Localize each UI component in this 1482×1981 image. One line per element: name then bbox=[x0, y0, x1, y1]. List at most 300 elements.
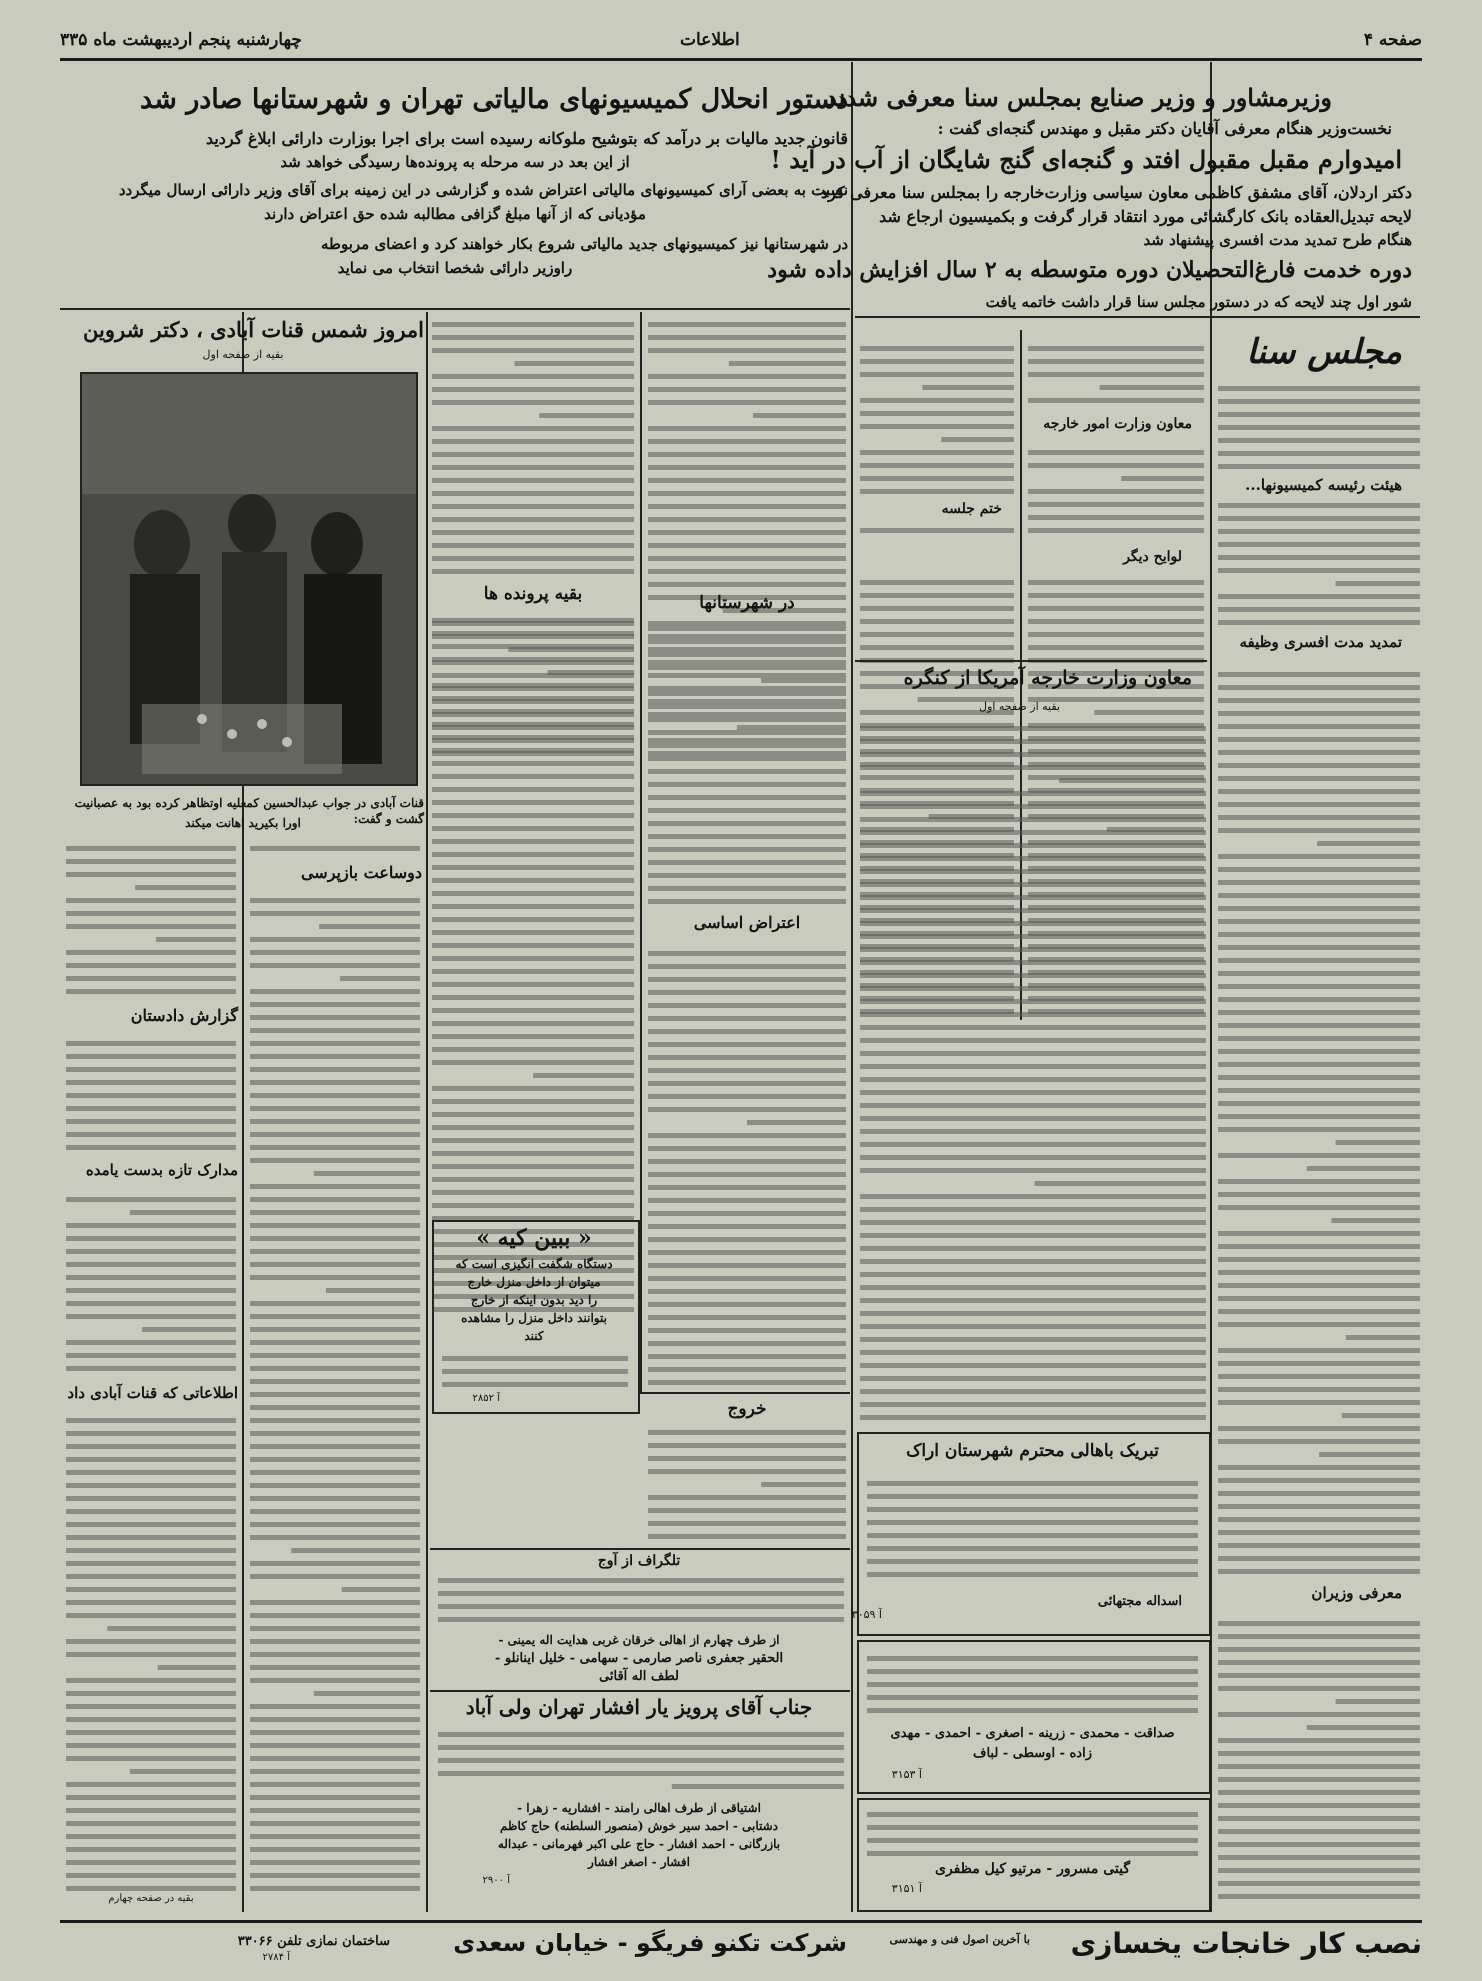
text-line bbox=[648, 1430, 846, 1435]
text-line bbox=[1218, 1075, 1420, 1080]
text-line bbox=[1336, 581, 1420, 586]
text-line bbox=[648, 582, 846, 587]
text-line bbox=[1218, 1634, 1420, 1639]
text-line bbox=[867, 1559, 1198, 1564]
text-line bbox=[860, 359, 1014, 364]
footer-ad-main: نصب کار خانجات یخسازی bbox=[1070, 1927, 1422, 1960]
text-line bbox=[66, 898, 236, 903]
text-line bbox=[922, 385, 1014, 390]
left-sec-provinces: در شهرستانها bbox=[699, 593, 795, 613]
text-line bbox=[66, 911, 236, 916]
text-line bbox=[66, 1600, 236, 1605]
text-line bbox=[66, 1470, 236, 1475]
text-line bbox=[860, 934, 1206, 939]
text-line bbox=[648, 1211, 846, 1216]
right-subhead-2: امیدوارم مقبل مقبول افتد و گنجه‌ای گنج شایگان از آب در آید ! bbox=[770, 145, 1402, 174]
text-line bbox=[648, 530, 846, 535]
text-line bbox=[860, 739, 1206, 744]
text-line bbox=[1218, 711, 1420, 716]
text-line bbox=[250, 1600, 420, 1605]
text-line bbox=[867, 1572, 1198, 1577]
text-line bbox=[1218, 867, 1420, 872]
text-line bbox=[1218, 1348, 1420, 1353]
text-line bbox=[648, 452, 846, 457]
text-line bbox=[442, 1382, 628, 1387]
text-line bbox=[66, 1587, 236, 1592]
text-line bbox=[1218, 1686, 1420, 1691]
text-line bbox=[250, 1639, 420, 1644]
text-line bbox=[860, 791, 1206, 796]
text-line bbox=[539, 413, 634, 418]
text-line bbox=[314, 1171, 420, 1176]
text-line bbox=[648, 1289, 846, 1294]
text-line bbox=[860, 1103, 1206, 1108]
paper-name: اطلاعات bbox=[680, 30, 740, 50]
text-line bbox=[867, 1695, 1198, 1700]
text-line bbox=[66, 1080, 236, 1085]
text-line bbox=[860, 1207, 1206, 1212]
page-number: صفحه ۴ bbox=[1363, 30, 1422, 50]
text-line bbox=[648, 1495, 846, 1500]
ad-bebin-line-5: کنند bbox=[524, 1329, 544, 1343]
text-line bbox=[250, 1847, 420, 1852]
text-line bbox=[860, 830, 1206, 835]
text-line bbox=[432, 761, 634, 766]
text-line bbox=[250, 1405, 420, 1410]
text-line bbox=[648, 808, 846, 813]
text-line bbox=[648, 1185, 846, 1190]
text-line bbox=[648, 1042, 846, 1047]
text-line bbox=[66, 1847, 236, 1852]
text-line bbox=[648, 1081, 846, 1086]
right-subhead-5: هنگام طرح تمدید مدت افسری پیشنهاد شد bbox=[1143, 231, 1412, 249]
text-line bbox=[432, 1099, 634, 1104]
text-line bbox=[860, 1090, 1206, 1095]
text-line bbox=[432, 813, 634, 818]
text-line bbox=[1028, 450, 1204, 455]
text-line bbox=[250, 963, 420, 968]
text-line bbox=[250, 1210, 420, 1215]
text-line bbox=[1218, 1569, 1420, 1574]
text-line bbox=[250, 1418, 420, 1423]
text-line bbox=[66, 1743, 236, 1748]
text-line bbox=[438, 1771, 844, 1776]
text-line bbox=[860, 804, 1206, 809]
text-line bbox=[860, 1402, 1206, 1407]
text-line bbox=[648, 439, 846, 444]
text-line bbox=[250, 1015, 420, 1020]
text-line bbox=[250, 1730, 420, 1735]
text-line bbox=[438, 1604, 844, 1609]
congrats-title: تبریک باهالی محترم شهرستان اراک bbox=[906, 1441, 1159, 1461]
text-line bbox=[66, 1197, 236, 1202]
footer-ad-code: آ ۲۷۸۴ bbox=[262, 1952, 290, 1963]
text-line bbox=[250, 1457, 420, 1462]
text-line bbox=[648, 899, 846, 904]
text-line bbox=[1218, 1257, 1420, 1262]
text-line bbox=[648, 517, 846, 522]
afshar-line-2: دشتابی - احمد سیر خوش (منصور السلطنه) حاج کاظم bbox=[499, 1819, 779, 1833]
text-line bbox=[1218, 1673, 1420, 1678]
congrats-signer: اسداله مجتهائی bbox=[1097, 1594, 1182, 1609]
left-col-b2 bbox=[430, 612, 636, 1312]
text-line bbox=[867, 1533, 1198, 1538]
notice-signers: صداقت - محمدی - زرینه - اصغری - احمدی - مهدی bbox=[890, 1726, 1175, 1741]
text-line bbox=[648, 1341, 846, 1346]
text-line bbox=[438, 1578, 844, 1583]
text-line bbox=[66, 1288, 236, 1293]
text-line bbox=[648, 886, 846, 891]
text-line bbox=[66, 1509, 236, 1514]
text-line bbox=[1218, 1517, 1420, 1522]
text-line bbox=[432, 322, 634, 327]
text-line bbox=[648, 1094, 846, 1099]
text-line bbox=[66, 1314, 236, 1319]
text-line bbox=[1218, 997, 1420, 1002]
text-line bbox=[250, 1860, 420, 1865]
text-line bbox=[1218, 672, 1420, 677]
text-line bbox=[432, 748, 634, 753]
text-line bbox=[1218, 724, 1420, 729]
footer-ad-small-right: با آخرین اصول فنی و مهندسی bbox=[889, 1933, 1030, 1946]
text-line bbox=[867, 1682, 1198, 1687]
text-line bbox=[648, 1055, 846, 1060]
telegram-signers-1: الحقیر جعفری ناصر صارمی - سهامی - خلیل اینانلو - bbox=[494, 1651, 784, 1666]
text-line bbox=[250, 1431, 420, 1436]
text-line bbox=[860, 1376, 1206, 1381]
text-line bbox=[1218, 685, 1420, 690]
text-line bbox=[250, 937, 420, 942]
text-line bbox=[1218, 1361, 1420, 1366]
text-line bbox=[648, 1172, 846, 1177]
text-line bbox=[1218, 945, 1420, 950]
text-line bbox=[1218, 607, 1420, 612]
text-line bbox=[250, 1041, 420, 1046]
text-line bbox=[648, 795, 846, 800]
text-line bbox=[432, 530, 634, 535]
text-line bbox=[1218, 1764, 1420, 1769]
text-line bbox=[135, 885, 236, 890]
text-line bbox=[66, 1639, 236, 1644]
text-line bbox=[250, 1353, 420, 1358]
text-line bbox=[648, 387, 846, 392]
text-line bbox=[547, 670, 634, 675]
afshar-body bbox=[436, 1726, 846, 1798]
text-line bbox=[860, 908, 1206, 913]
text-line bbox=[648, 743, 846, 748]
text-line bbox=[250, 1665, 420, 1670]
text-line bbox=[1218, 906, 1420, 911]
text-line bbox=[66, 1873, 236, 1878]
afshar-code: آ ۲۹۰۰ bbox=[482, 1875, 510, 1886]
text-line bbox=[1336, 1699, 1420, 1704]
text-line bbox=[867, 1520, 1198, 1525]
text-line bbox=[66, 1366, 236, 1371]
text-line bbox=[648, 1029, 846, 1034]
text-line bbox=[648, 1224, 846, 1229]
text-line bbox=[250, 1808, 420, 1813]
text-line bbox=[860, 895, 1206, 900]
text-line bbox=[66, 1054, 236, 1059]
text-line bbox=[432, 452, 634, 457]
text-line bbox=[1218, 1205, 1420, 1210]
text-line bbox=[66, 1457, 236, 1462]
text-line bbox=[1218, 893, 1420, 898]
text-line bbox=[648, 1237, 846, 1242]
text-line bbox=[432, 800, 634, 805]
left-sec-files: بقیه پرونده ها bbox=[483, 584, 583, 604]
text-line bbox=[66, 1431, 236, 1436]
issue-date: چهارشنبه پنجم اردیبهشت ماه ۳۳۵ bbox=[60, 30, 302, 50]
text-line bbox=[1218, 451, 1420, 456]
text-line bbox=[860, 632, 1014, 637]
text-line bbox=[648, 860, 846, 865]
text-line bbox=[432, 348, 634, 353]
text-line bbox=[648, 769, 846, 774]
text-line bbox=[250, 1340, 420, 1345]
text-line bbox=[672, 1784, 844, 1789]
text-line bbox=[860, 1337, 1206, 1342]
notice-body bbox=[865, 1650, 1200, 1720]
text-line bbox=[66, 1145, 236, 1150]
text-line bbox=[342, 1587, 420, 1592]
congrats-code: آ ۳۰۵۹ bbox=[851, 1608, 882, 1621]
text-line bbox=[250, 1067, 420, 1072]
text-line bbox=[432, 1138, 634, 1143]
text-line bbox=[250, 1470, 420, 1475]
right-subhead-3: دکتر اردلان، آقای مشفق کاظمی معاون سیاسی وزارت‌خارجه را بمجلس سنا معرفی کرد bbox=[821, 183, 1412, 202]
text-line bbox=[250, 1392, 420, 1397]
text-line bbox=[1218, 854, 1420, 859]
text-line bbox=[860, 1064, 1206, 1069]
text-line bbox=[66, 1249, 236, 1254]
text-line bbox=[648, 1133, 846, 1138]
text-line bbox=[860, 1129, 1206, 1134]
sub-officer-term: تمدید مدت افسری وظیفه bbox=[1239, 633, 1402, 651]
text-line bbox=[860, 411, 1014, 416]
departure-body bbox=[646, 1424, 848, 1544]
text-line bbox=[867, 1838, 1198, 1843]
text-line bbox=[250, 1145, 420, 1150]
page-header bbox=[60, 22, 1422, 61]
text-line bbox=[860, 726, 1206, 731]
text-line bbox=[66, 1236, 236, 1241]
text-line bbox=[1218, 750, 1420, 755]
text-line bbox=[1218, 1179, 1420, 1184]
text-line bbox=[860, 424, 1014, 429]
text-line bbox=[1218, 1101, 1420, 1106]
text-line bbox=[250, 1379, 420, 1384]
text-line bbox=[648, 1263, 846, 1268]
text-line bbox=[1218, 1465, 1420, 1470]
text-line bbox=[860, 960, 1206, 965]
text-line bbox=[1342, 1413, 1420, 1418]
text-line bbox=[291, 1548, 420, 1553]
text-line bbox=[1218, 1543, 1420, 1548]
text-line bbox=[250, 1522, 420, 1527]
text-line bbox=[438, 1617, 844, 1622]
text-line bbox=[648, 1159, 846, 1164]
text-line bbox=[1028, 359, 1204, 364]
text-line bbox=[648, 1146, 846, 1151]
text-line bbox=[66, 1106, 236, 1111]
text-line bbox=[648, 873, 846, 878]
text-line bbox=[648, 465, 846, 470]
text-line bbox=[867, 1481, 1198, 1486]
text-line bbox=[66, 1535, 236, 1540]
text-line bbox=[1218, 555, 1420, 560]
text-line bbox=[1028, 580, 1204, 585]
text-line bbox=[648, 491, 846, 496]
left-col-a2 bbox=[646, 620, 848, 1390]
text-line bbox=[1307, 1725, 1420, 1730]
text-line bbox=[432, 1047, 634, 1052]
text-line bbox=[1218, 1868, 1420, 1873]
text-line bbox=[860, 1025, 1206, 1030]
text-line bbox=[860, 921, 1206, 926]
text-line bbox=[250, 1834, 420, 1839]
text-line bbox=[250, 1717, 420, 1722]
text-line bbox=[1218, 1816, 1420, 1821]
text-line bbox=[860, 1155, 1206, 1160]
text-line bbox=[1121, 476, 1204, 481]
text-line bbox=[867, 1507, 1198, 1512]
text-line bbox=[860, 817, 1206, 822]
text-line bbox=[867, 1546, 1198, 1551]
text-line bbox=[66, 976, 236, 981]
text-line bbox=[66, 1652, 236, 1657]
text-line bbox=[867, 1812, 1198, 1817]
text-line bbox=[66, 1223, 236, 1228]
text-line bbox=[432, 982, 634, 987]
text-line bbox=[860, 1051, 1206, 1056]
text-line bbox=[867, 1669, 1198, 1674]
text-line bbox=[432, 826, 634, 831]
text-line bbox=[860, 947, 1206, 952]
congrats-body bbox=[865, 1475, 1200, 1585]
text-line bbox=[250, 1795, 420, 1800]
text-line bbox=[250, 1106, 420, 1111]
text-line bbox=[432, 374, 634, 379]
telegram-title: تلگراف از آوج bbox=[597, 1553, 681, 1569]
text-line bbox=[1218, 1400, 1420, 1405]
text-line bbox=[648, 639, 846, 644]
text-line bbox=[66, 1340, 236, 1345]
ad-bebin-title: « ببین کیه » bbox=[476, 1225, 592, 1251]
text-line bbox=[1218, 542, 1420, 547]
text-line bbox=[1218, 1478, 1420, 1483]
text-line bbox=[1218, 1062, 1420, 1067]
text-line bbox=[66, 1353, 236, 1358]
text-line bbox=[432, 1177, 634, 1182]
left-subhead-3: نسبت به بعضی آرای کمیسیونهای مالیاتی اعتراض شده و گزارشی در این زمینه برای آقای وزیر دارائی ارسال میگردد bbox=[118, 181, 848, 199]
text-line bbox=[1218, 1660, 1420, 1665]
text-line bbox=[648, 847, 846, 852]
text-line bbox=[432, 439, 634, 444]
text-line bbox=[515, 361, 634, 366]
text-line bbox=[860, 1116, 1206, 1121]
text-line bbox=[860, 1194, 1206, 1199]
text-line bbox=[432, 1008, 634, 1013]
text-line bbox=[860, 1285, 1206, 1290]
text-line bbox=[250, 1444, 420, 1449]
text-line bbox=[432, 1060, 634, 1065]
text-line bbox=[432, 426, 634, 431]
text-line bbox=[860, 856, 1206, 861]
text-line bbox=[432, 569, 634, 574]
text-line bbox=[107, 1626, 236, 1631]
text-line bbox=[1218, 1842, 1420, 1847]
text-line bbox=[648, 1315, 846, 1320]
sub-other-bills: لوایح دیگر bbox=[1123, 549, 1182, 565]
text-line bbox=[250, 1301, 420, 1306]
text-line bbox=[860, 1077, 1206, 1082]
news-photo bbox=[80, 372, 418, 786]
text-line bbox=[648, 1328, 846, 1333]
telegram-body bbox=[436, 1572, 846, 1628]
text-line bbox=[648, 1302, 846, 1307]
text-line bbox=[442, 1356, 628, 1361]
text-line bbox=[314, 1691, 420, 1696]
text-line bbox=[432, 504, 634, 509]
text-line bbox=[648, 1276, 846, 1281]
text-line bbox=[66, 1444, 236, 1449]
afshar-line-1: اشتیاقی از طرف اهالی رامند - افشاریه - زهرا - bbox=[517, 1801, 761, 1815]
sub-info-given: اطلاعاتی که قنات آبادی داد bbox=[67, 1384, 238, 1402]
text-line bbox=[648, 1443, 846, 1448]
text-line bbox=[66, 1522, 236, 1527]
text-line bbox=[1218, 412, 1420, 417]
text-line bbox=[1218, 1127, 1420, 1132]
text-line bbox=[1218, 438, 1420, 443]
text-line bbox=[1218, 386, 1420, 391]
text-line bbox=[432, 631, 634, 636]
text-line bbox=[1028, 502, 1204, 507]
text-line bbox=[250, 898, 420, 903]
text-line bbox=[142, 1327, 236, 1332]
text-line bbox=[1218, 932, 1420, 937]
text-line bbox=[438, 1758, 844, 1763]
text-line bbox=[648, 626, 846, 631]
text-line bbox=[860, 398, 1014, 403]
text-line bbox=[1218, 1296, 1420, 1301]
text-line bbox=[648, 977, 846, 982]
afshar-line-4: افشار - اصغر افشار bbox=[588, 1855, 690, 1869]
left-subhead-2: از این بعد در سه مرحله به پرونده‌ها رسیدگی خواهد شد bbox=[280, 153, 630, 171]
text-line bbox=[66, 950, 236, 955]
text-line bbox=[1218, 1374, 1420, 1379]
text-line bbox=[1218, 529, 1420, 534]
telegram-signers-top: از طرف چهارم از اهالی خرقان غربی هدایت اله یمینی - bbox=[498, 1633, 780, 1647]
text-line bbox=[432, 1034, 634, 1039]
text-line bbox=[1028, 528, 1204, 533]
text-line bbox=[1218, 620, 1420, 625]
gity-body bbox=[865, 1806, 1200, 1856]
mid-headline: معاون وزارت خارجه آمریکا از کنگره bbox=[903, 667, 1192, 689]
text-line bbox=[648, 1198, 846, 1203]
text-line bbox=[66, 1756, 236, 1761]
text-line bbox=[1218, 1010, 1420, 1015]
gity-code: آ ۳۱۵۱ bbox=[891, 1882, 922, 1895]
text-line bbox=[250, 1184, 420, 1189]
text-line bbox=[66, 1795, 236, 1800]
text-line bbox=[1218, 1621, 1420, 1626]
text-line bbox=[648, 374, 846, 379]
text-line bbox=[1218, 1023, 1420, 1028]
text-line bbox=[867, 1851, 1198, 1856]
text-line bbox=[66, 1262, 236, 1267]
text-line bbox=[648, 1521, 846, 1526]
